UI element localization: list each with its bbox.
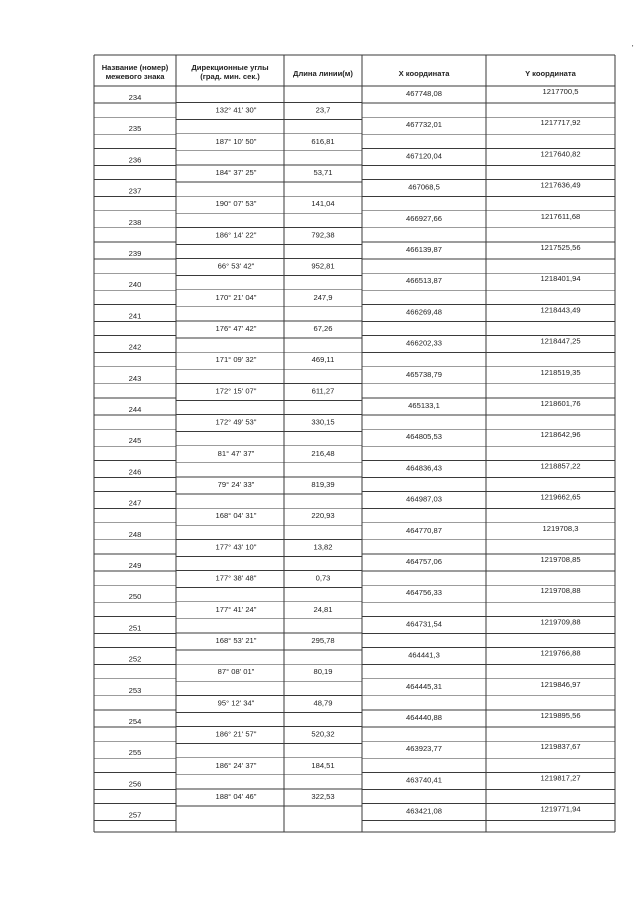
point-name: 238 [128,217,142,227]
line-length: 792,38 [311,230,335,240]
point-name: 249 [128,561,142,570]
y-coordinate: 1219771,94 [540,804,581,814]
direction-angle: 177° 38' 48" [215,573,257,583]
direction-angle: 177° 43' 10" [215,542,257,552]
point-name: 248 [128,529,142,539]
point-name: 255 [128,748,142,758]
line-length: 141,04 [311,199,335,209]
direction-angle: 172° 49' 53" [215,417,257,427]
line-length: 48,79 [313,698,333,708]
y-coordinate: 1219766,88 [540,648,581,658]
point-name: 253 [128,685,142,695]
line-length: 322,53 [311,792,335,801]
y-coordinate: 1217611,68 [540,211,581,221]
line-length: 247,9 [313,292,333,302]
direction-angle: 168° 53' 21" [215,636,257,645]
y-coordinate: 1217525,56 [540,243,581,252]
column-header: Y координата [525,69,576,78]
point-name: 244 [128,405,142,414]
y-coordinate: 1219708,3 [542,523,579,533]
x-coordinate: 464757,06 [406,557,442,566]
line-length: 216,48 [311,448,335,458]
direction-angle: 186° 24' 37" [215,760,257,770]
direction-angle: 184° 37' 25" [215,168,257,177]
x-coordinate: 464445,31 [406,681,442,691]
y-coordinate: 1217717,92 [540,118,581,128]
x-coordinate: 466927,66 [406,213,442,223]
y-coordinate: 1219708,85 [540,555,581,564]
column-header: Название (номер) [101,63,169,72]
direction-angle: 187° 10' 50" [215,136,257,146]
direction-angle: 186° 21' 57" [215,729,257,739]
y-coordinate: 1219846,97 [540,679,581,689]
line-length: 952,81 [311,261,335,271]
direction-angle: 87° 08' 01" [217,667,255,677]
y-coordinate: 1217636,49 [540,180,581,190]
direction-angle: 190° 07' 53" [215,199,257,209]
line-length: 80,19 [313,667,333,677]
line-length: 0,73 [315,573,331,583]
point-name: 254 [128,717,142,726]
line-length: 611,27 [311,386,335,396]
point-name: 257 [128,810,142,820]
x-coordinate: 464440,88 [406,713,442,722]
y-coordinate: 1219837,67 [540,742,581,752]
point-name: 251 [128,623,142,633]
column-header: Дирекционные углы [191,63,269,72]
point-name: 252 [128,654,142,664]
x-coordinate: 463923,77 [406,744,442,754]
direction-angle: 176° 47' 42" [215,324,257,333]
line-length: 220,93 [311,511,335,521]
point-name: 241 [128,311,142,321]
x-coordinate: 465133,1 [408,401,440,410]
x-coordinate: 464731,54 [406,619,442,629]
line-length: 53,71 [313,168,333,177]
y-coordinate: 1219709,88 [540,617,581,627]
direction-angle: 132° 41' 30" [215,105,257,115]
x-coordinate: 466269,48 [406,307,442,317]
x-coordinate: 467748,08 [406,89,442,98]
direction-angle: 95° 12' 34" [217,698,255,708]
column-header: X координата [398,69,450,78]
x-coordinate: 466513,87 [406,276,442,286]
x-coordinate: 464805,53 [406,432,442,442]
table-grid [94,55,615,832]
x-coordinate: 463740,41 [406,775,442,785]
x-coordinate: 467120,04 [406,151,442,161]
direction-angle: 172° 15' 07" [215,386,257,396]
direction-angle: 170° 21' 04" [215,292,257,302]
direction-angle: 177° 41' 24" [215,604,257,614]
line-length: 184,51 [311,760,335,770]
column-header: межевого знака [105,72,165,81]
direction-angle: 79° 24' 33" [217,480,255,489]
x-coordinate: 464756,33 [406,588,442,598]
y-coordinate: 1218401,94 [540,274,581,284]
y-coordinate: 1218857,22 [540,461,581,471]
y-coordinate: 1218601,76 [540,399,581,408]
point-name: 243 [128,373,142,383]
line-length: 24,81 [313,604,333,614]
y-coordinate: 1218642,96 [540,430,581,440]
point-name: 246 [128,467,142,477]
direction-angle: 186° 14' 22" [215,230,257,240]
point-name: 237 [128,186,142,196]
y-coordinate: 1217640,82 [540,149,581,159]
direction-angle: 171° 09' 32" [215,355,257,365]
point-name: 235 [128,124,142,134]
point-name: 256 [128,779,142,789]
x-coordinate: 464987,03 [406,494,442,504]
direction-angle: 168° 04' 31" [215,511,257,521]
x-coordinate: 464441,3 [408,650,440,660]
page-corner-mark: ' [632,43,634,52]
table-header [102,63,577,81]
x-coordinate: 467068,5 [408,182,440,192]
point-name: 240 [128,280,142,290]
point-name: 247 [128,498,142,508]
direction-angle: 66° 53' 42" [217,261,255,271]
y-coordinate: 1219662,65 [540,492,581,502]
direction-angle: 188° 04' 46" [215,792,257,801]
direction-angle: 81° 47' 37" [217,448,255,458]
y-coordinate: 1218519,35 [540,367,581,377]
point-name: 245 [128,436,142,446]
point-name: 234 [128,93,142,102]
line-length: 616,81 [311,136,335,146]
line-length: 23,7 [315,105,331,115]
line-length: 520,32 [311,729,335,739]
line-length: 330,15 [311,417,335,427]
y-coordinate: 1219817,27 [540,773,581,783]
column-header: (град. мин. сек.) [200,72,260,81]
line-length: 819,39 [311,480,335,489]
x-coordinate: 463421,08 [406,806,442,816]
x-coordinate: 464836,43 [406,463,442,473]
line-length: 295,78 [311,636,335,645]
point-name: 236 [128,155,142,165]
line-length: 67,26 [313,324,333,333]
y-coordinate: 1217700,5 [542,87,579,96]
point-name: 250 [128,592,142,602]
x-coordinate: 467732,01 [406,120,442,130]
x-coordinate: 465738,79 [406,369,442,379]
y-coordinate: 1219895,56 [540,711,581,720]
point-name: 239 [128,249,142,258]
y-coordinate: 1218443,49 [540,305,581,315]
column-header: Длина линии(м) [293,69,353,78]
x-coordinate: 464770,87 [406,525,442,535]
point-name: 242 [128,342,142,352]
x-coordinate: 466139,87 [406,245,442,254]
line-length: 469,11 [311,355,335,365]
x-coordinate: 466202,33 [406,338,442,348]
y-coordinate: 1219708,88 [540,586,581,596]
y-coordinate: 1218447,25 [540,336,581,346]
line-length: 13,82 [313,542,333,552]
